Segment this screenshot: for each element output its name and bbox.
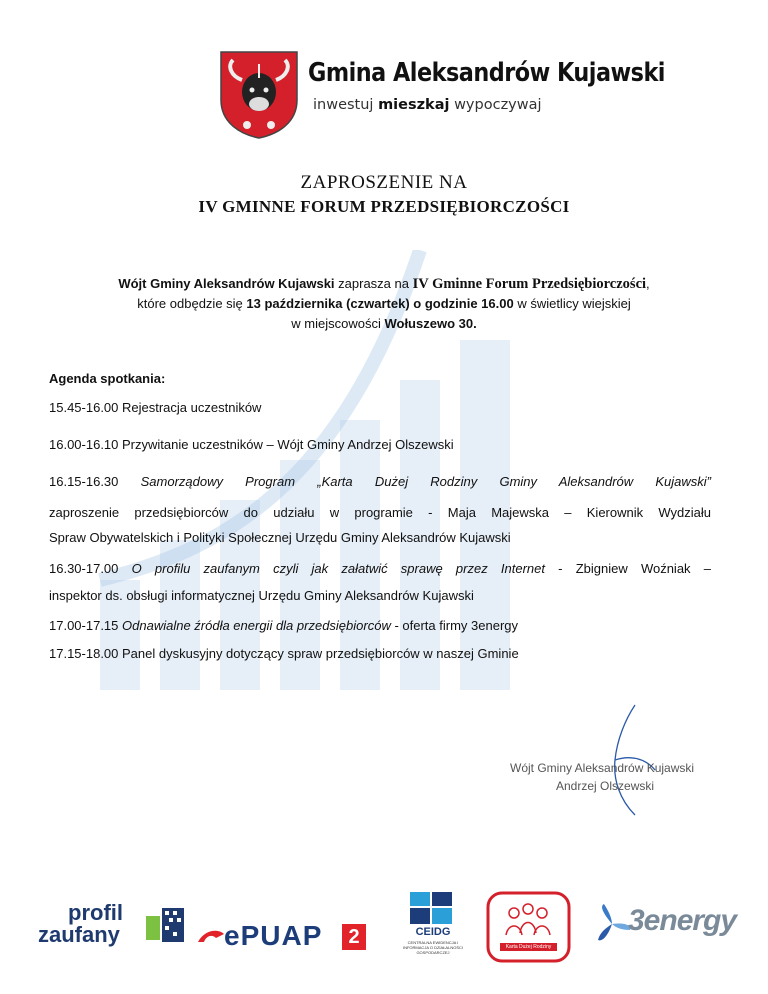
karta-duzej-rodziny-logo: Karta Dużej Rodziny [486, 891, 571, 963]
3energy-logo: 3energy [592, 898, 742, 950]
agenda-item-5: 17.00-17.15 Odnawialne źródła energii dla przedsiębiorców - oferta firmy 3energy [49, 618, 518, 633]
intro-line-3: w miejscowości Wołuszewo 30. [291, 316, 477, 331]
family-card-icon [486, 891, 571, 963]
event-title: IV GMINNE FORUM PRZEDSIĘBIORCZOŚCI [198, 197, 570, 216]
ceidg-logo: CEIDG CENTRALNA EWIDENCJA I INFORMACJA O DZIAŁALNOŚCI GOSPODARCZEJ [398, 892, 468, 962]
epuap-swoosh-icon [196, 926, 226, 952]
agenda-item-6: 17.15-18.00 Panel dyskusyjny dotyczący spraw przedsiębiorców w naszej Gminie [49, 646, 519, 661]
handwritten-signature-icon [595, 700, 665, 820]
ceidg-mark-icon [410, 892, 454, 926]
intro-line-2: które odbędzie się 13 października (czwartek) o godzinie 16.00 w świetlicy wiejskiej [137, 296, 631, 311]
brand-slogan: inwestuj mieszkaj wypoczywaj [313, 97, 542, 113]
agenda-item-2: 16.00-16.10 Przywitanie uczestników – Wójt Gminy Andrzej Olszewski [49, 437, 454, 452]
coat-of-arms-bull-icon [219, 50, 299, 140]
invitation-title: ZAPROSZENIE NA [300, 172, 468, 193]
agenda-item-3: 16.15-16.30 Samorządowy Program „Karta Dużej Rodziny Gminy Aleksandrów Kujawski” [49, 474, 711, 489]
agenda-item-4-line-2: inspektor ds. obsługi informatycznej Urzędu Gminy Aleksandrów Kujawski [49, 588, 474, 603]
qr-mark-icon [146, 906, 186, 946]
agenda-item-4: 16.30-17.00 O profilu zaufanym czyli jak załatwić sprawę przez Internet - Zbigniew Woźniak – [49, 561, 711, 576]
agenda-item-3-line-2: zaproszenie przedsiębiorców do udziału w programie - Maja Majewska – Kierownik Wydziału [49, 505, 711, 520]
agenda-heading: Agenda spotkania: [49, 371, 166, 386]
profil-zaufany-logo: profil zaufany [38, 902, 188, 950]
signature-name: Andrzej Olszewski [556, 779, 655, 793]
agenda-item-1: 15.45-16.00 Rejestracja uczestników [49, 400, 262, 415]
signature-title: Wójt Gminy Aleksandrów Kujawski [510, 761, 695, 775]
epuap-logo: ePUAP 2 [196, 918, 371, 956]
intro-line-1: Wójt Gminy Aleksandrów Kujawski zaprasza na IV Gminne Forum Przedsiębiorczości, [118, 276, 650, 292]
agenda-item-3-line-3: Spraw Obywatelskich i Polityki Społecznej Urzędu Gminy Aleksandrów Kujawski [49, 530, 511, 545]
brand-name: Gmina Aleksandrów Kujawski [308, 58, 665, 88]
